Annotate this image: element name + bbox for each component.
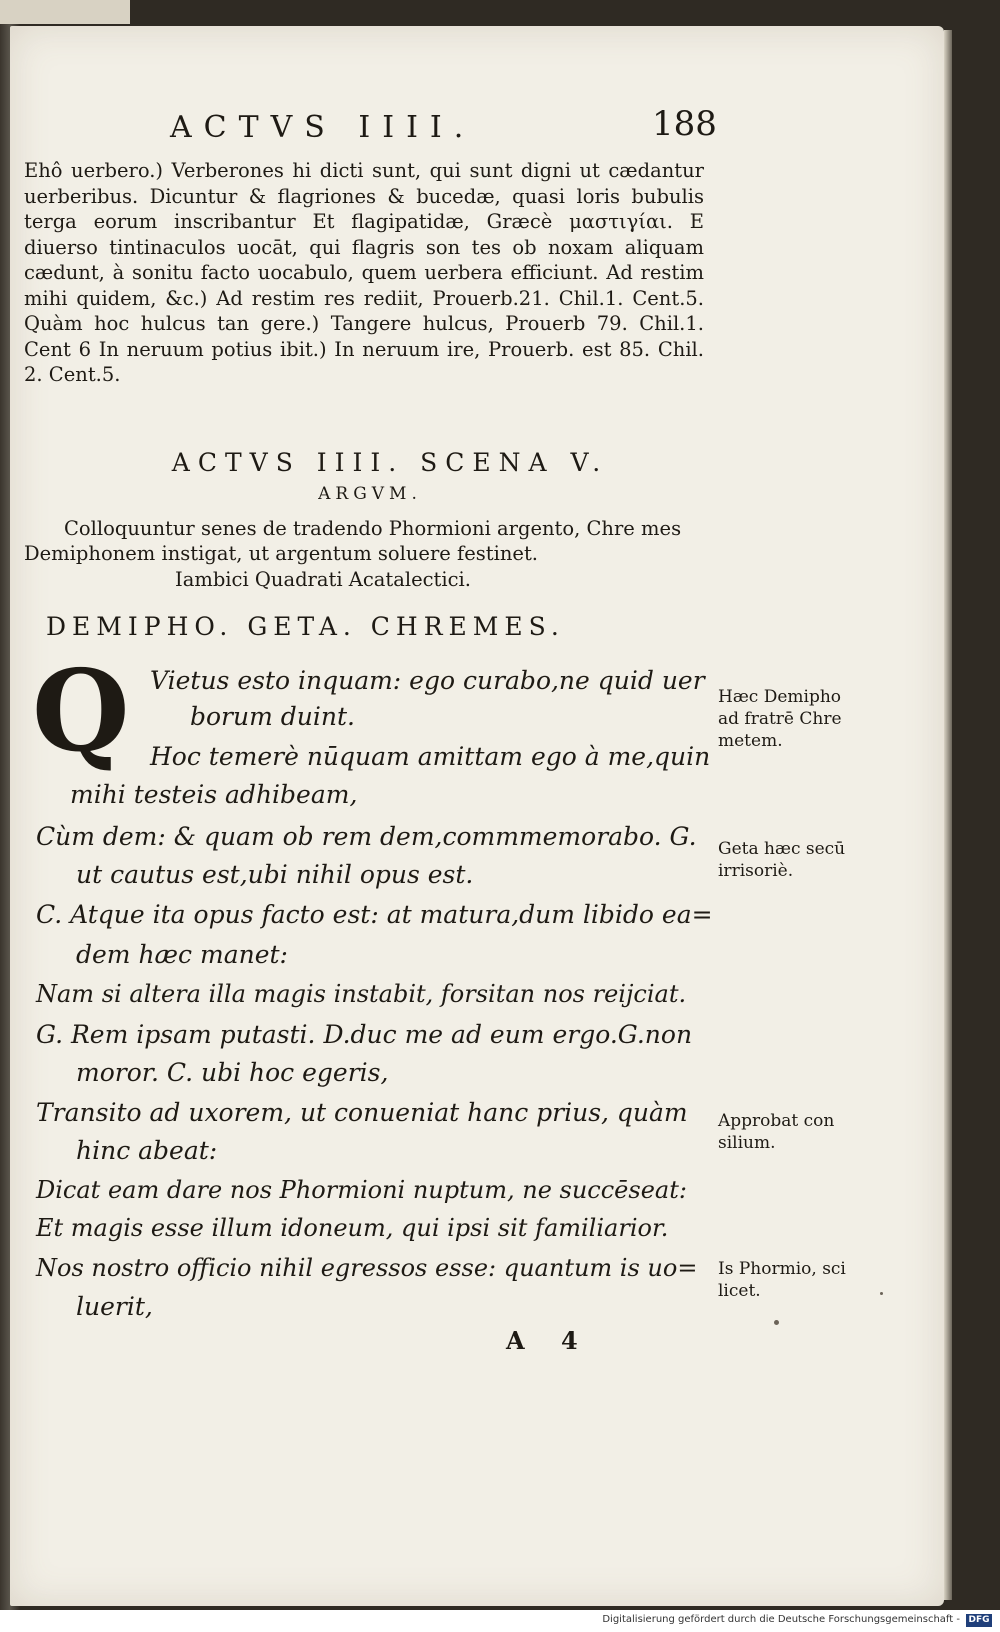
ink-spot [880, 1292, 883, 1295]
margin-note [718, 1110, 918, 1154]
page-edge [944, 30, 952, 1600]
dfg-logo: DFG [966, 1614, 992, 1627]
page-tab [0, 0, 130, 24]
verse-line: mihi testeis adhibeam, [70, 780, 358, 809]
margin-note-line: Approbat con [718, 1111, 835, 1131]
argument-text: Colloquuntur senes de tradendo Phormioni argento, Chre mes Demiphonem instigat, ut argentum soluere festinet. [24, 517, 682, 565]
margin-note-line: Geta hæc secū [718, 839, 846, 859]
verse-line: borum duint. [190, 702, 355, 731]
running-head: ACTVS IIII. [170, 110, 476, 145]
margin-note-line: silium. [718, 1133, 776, 1153]
verse-line: Nos nostro officio nihil egressos esse: quantum is uo= [36, 1254, 698, 1282]
folio-number: 188 [652, 104, 717, 144]
verse-line: Nam si altera illa magis instabit, forsitan nos reijciat. [36, 980, 687, 1008]
verse-line: G. Rem ipsam putasti. D.duc me ad eum ergo.G.non [36, 1020, 693, 1049]
argument-label: ARGVM. [318, 484, 422, 504]
margin-note-line: irrisoriè. [718, 861, 794, 881]
verse-line: luerit, [76, 1292, 153, 1321]
margin-note-line: licet. [718, 1281, 761, 1301]
margin-note-line: Hæc Demipho [718, 687, 842, 707]
margin-note-line: metem. [718, 731, 783, 751]
margin-note [718, 1258, 918, 1302]
verse-line: Vietus esto inquam: ego curabo,ne quid uer [150, 666, 705, 695]
scene-title: ACTVS IIII. SCENA V. [171, 448, 609, 477]
verse-line: Dicat eam dare nos Phormioni nuptum, ne succēseat: [36, 1176, 687, 1204]
signature-mark: A 4 [506, 1326, 592, 1355]
commentary-paragraph: Ehô uerbero.) Verberones hi dicti sunt, qui sunt digni ut cædantur uerberibus. Dicuntur & flagriones & bucedæ, quasi loris bubulis terga eorum inscribantur Et flagipatidæ, Græcè μαστιγίαι. E diuerso tintinaculos uocāt, qui flagris son tes ob noxam aliquam cædunt, à sonitu facto uocabulo, quem uerbera efficiunt. Ad restim mihi quidem, &c.) Ad restim res rediit, Prouerb.21. Chil.1. Cent.5. Quàm hoc hulcus tan gere.) Tangere hulcus, Prouerb 79. Chil.1. Cent 6 In neruum potius ibit.) In neruum ire, Prouerb. est 85. Chil. 2. Cent.5. [24, 159, 704, 386]
verse-line: C. Atque ita opus facto est: at matura,dum libido ea= [36, 900, 713, 929]
verse-line: dem hæc manet: [76, 940, 288, 969]
verse-line: hinc abeat: [76, 1136, 218, 1165]
verse-line: moror. C. ubi hoc egeris, [76, 1058, 389, 1087]
verse-line: ut cautus est,ubi nihil opus est. [76, 860, 474, 889]
meter-line: Iambici Quadrati Acatalectici. [175, 568, 471, 591]
verse-line: Cùm dem: & quam ob rem dem,commmemorabo. G. [36, 822, 697, 851]
ink-spot [774, 1320, 779, 1325]
margin-note-line: Is Phormio, sci [718, 1259, 846, 1279]
drop-cap: Q [32, 646, 130, 777]
verse-line: Transito ad uxorem, ut conueniat hanc prius, quàm [36, 1098, 688, 1127]
footer-credit: Digitalisierung gefördert durch die Deutsche Forschungsgemeinschaft - [602, 1614, 960, 1625]
verse-line: Et magis esse illum idoneum, qui ipsi sit familiarior. [36, 1214, 669, 1242]
verse-line: Hoc temerè nūquam amittam ego à me,quin [150, 742, 711, 771]
margin-note-line: ad fratrē Chre [718, 709, 842, 729]
margin-note [718, 686, 918, 752]
dramatis-personae: DEMIPHO. GETA. CHREMES. [46, 612, 565, 641]
margin-note [718, 838, 918, 882]
